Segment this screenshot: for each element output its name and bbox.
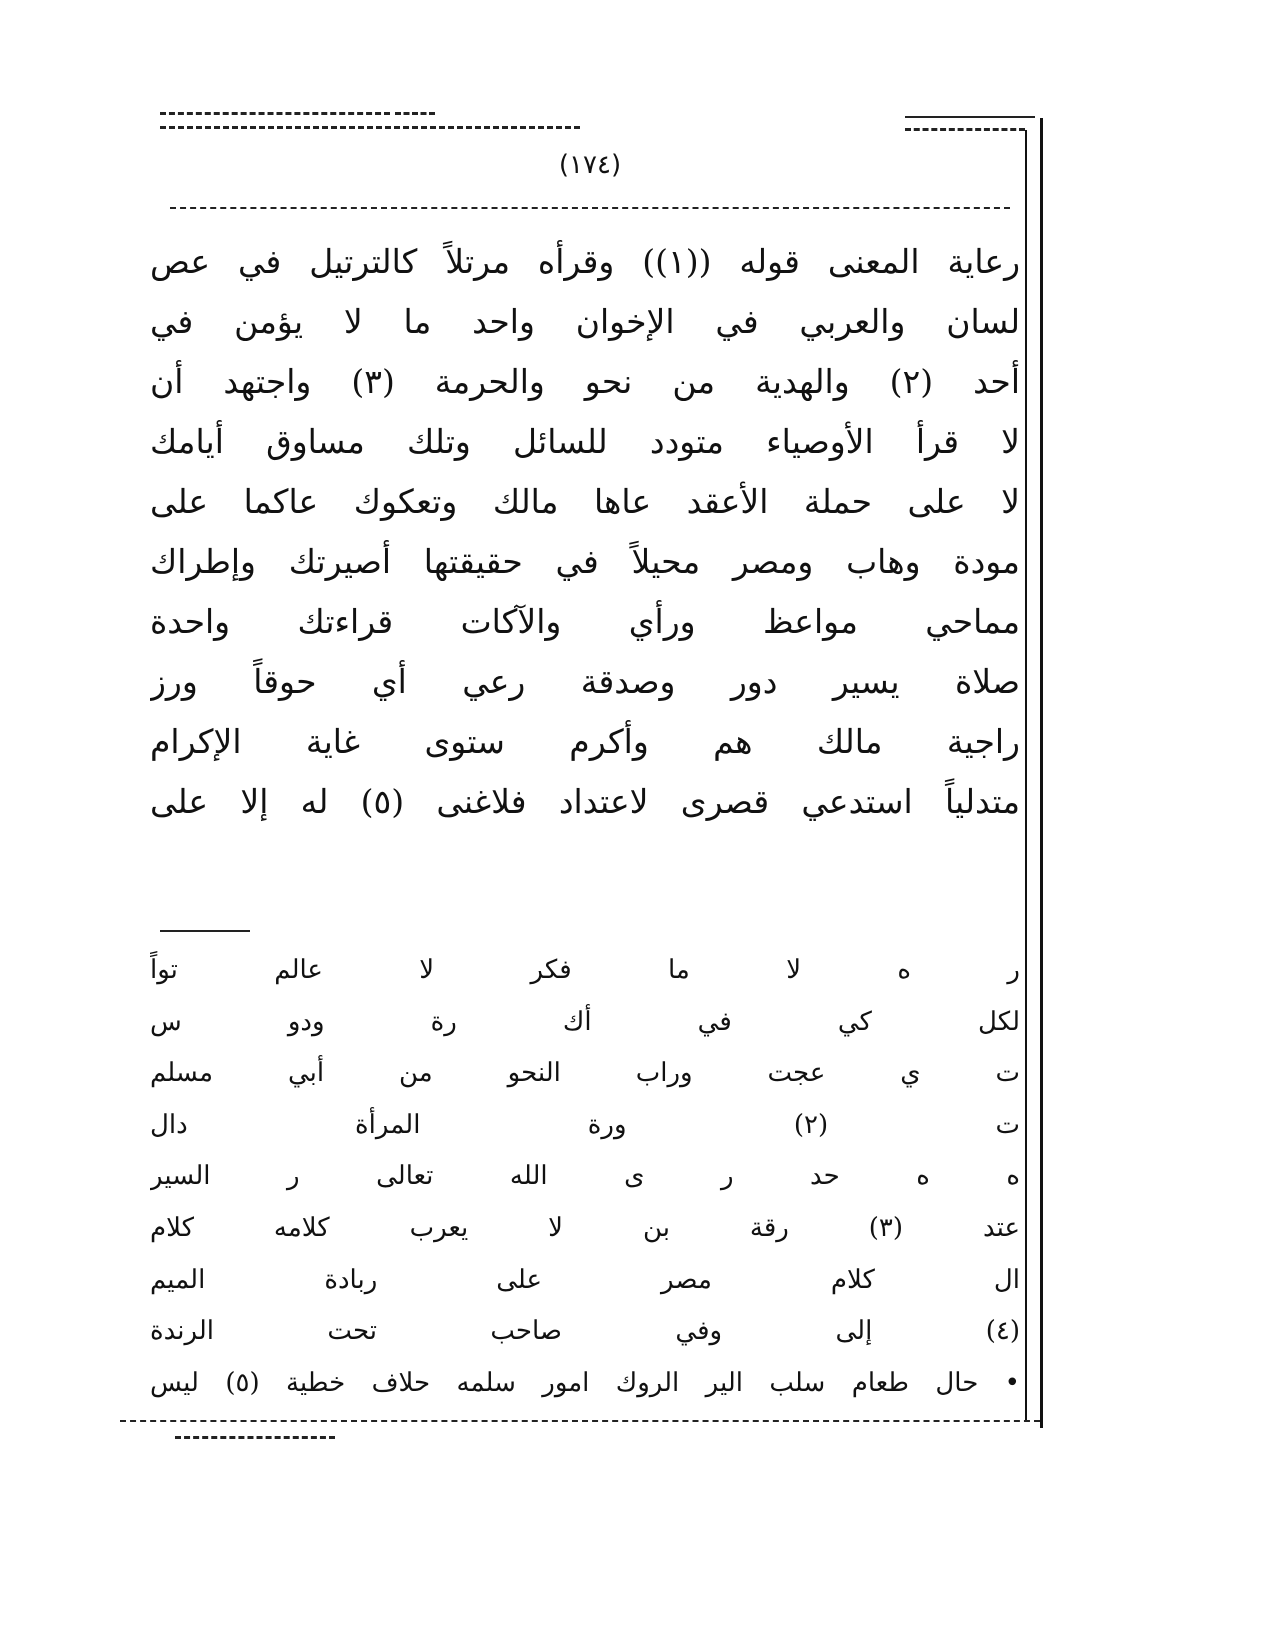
- body-line: أحد (٢) والهدية من نحو والحرمة (٣) واجتهد أن: [150, 362, 1020, 401]
- footnote-line: ت ي عجت وراب النحو من أبي مسلم: [150, 1058, 1020, 1089]
- frame-right-outer: [1040, 118, 1043, 1428]
- page-number: (١٧٤): [558, 150, 622, 180]
- footnote-line: • حال طعام سلب الير الروك امور سلمه حلاف خطية (٥) ليس: [150, 1367, 1020, 1398]
- bottom-rule: [120, 1420, 1040, 1422]
- footnote-line: لكل كي في أك رة ودو س: [150, 1006, 1020, 1037]
- footnote-line: (٤) إلى وفي صاحب تحت الرندة: [150, 1316, 1020, 1347]
- top-rule-second: [160, 126, 580, 129]
- body-line: لا قرأ الأوصياء متودد للسائل وتلك مساوق أيامك: [150, 422, 1020, 461]
- top-rule-left: [160, 112, 390, 115]
- footnote-line: ه ه حد ر ى الله تعالى ر السير: [150, 1161, 1020, 1192]
- frame-right-inner: [1025, 130, 1027, 1420]
- body-line: رعاية المعنى قوله ((١)) وقرأه مرتلاً كالترتيل في عص: [150, 242, 1020, 281]
- body-line: متدلياً استدعي قصرى لاعتداد فلاغنى (٥) له إلا على: [150, 782, 1020, 821]
- footnote-line: عتد (٣) رقة بن لا يعرب كلامه كلام: [150, 1212, 1020, 1243]
- footnote-line: ت (٢) ورة المرأة دال: [150, 1109, 1020, 1140]
- footnote-line: ال كلام مصر على ربادة الميم: [150, 1264, 1020, 1295]
- top-rule-second-right: [905, 128, 1025, 131]
- body-line: لا على حملة الأعقد عاها مالك وتعكوك عاكما على: [150, 482, 1020, 521]
- body-line: مماحي مواعظ ورأي والآكات قراءتك واحدة: [150, 602, 1020, 641]
- body-line: صلاة يسير دور وصدقة رعي أي حوقاً ورز: [150, 662, 1020, 701]
- body-line: راجية مالك هم وأكرم ستوى غاية الإكرام: [150, 722, 1020, 761]
- body-line: مودة وهاب ومصر محيلاً في حقيقتها أصيرتك وإطراك: [150, 542, 1020, 581]
- body-text: [150, 232, 1020, 832]
- bottom-rule-short: [175, 1436, 335, 1439]
- footnote-separator: [160, 930, 250, 932]
- footnotes: [150, 945, 1020, 1409]
- footnote-line: ر ه لا ما فكر لا عالم تواً: [150, 955, 1020, 985]
- top-rule-right: [905, 116, 1035, 118]
- top-rule-mid: [395, 112, 435, 115]
- body-line: لسان والعربي في الإخوان واحد ما لا يؤمن في: [150, 302, 1020, 341]
- header-rule: [170, 207, 1010, 209]
